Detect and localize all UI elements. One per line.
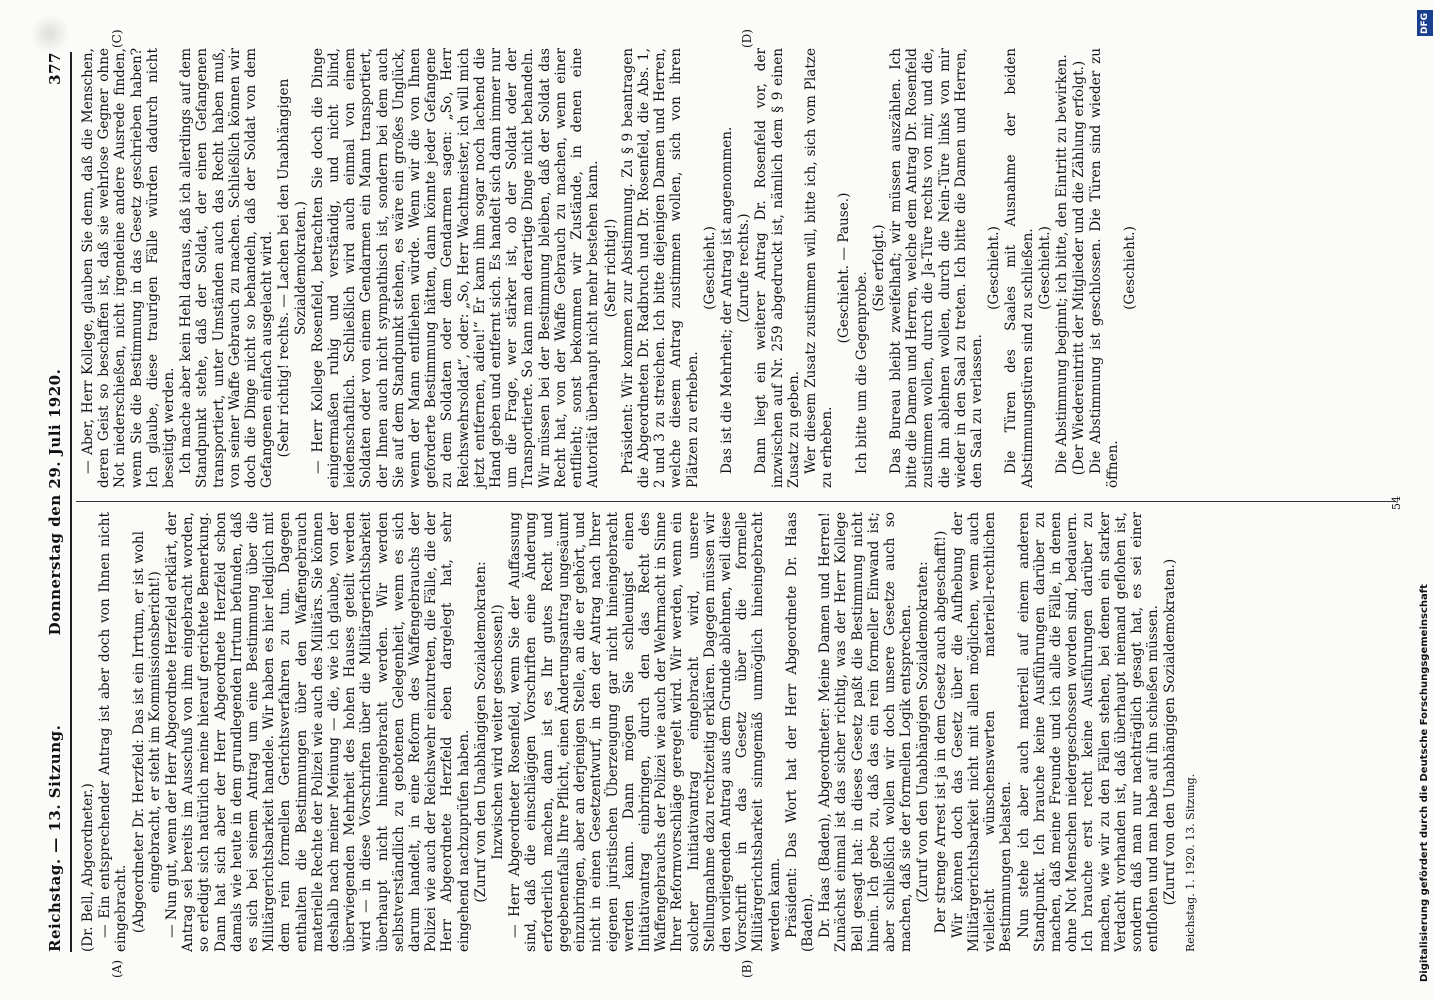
paragraph: Das ist die Mehrheit; der Antrag ist angenommen.: [718, 126, 735, 474]
interjection: (Zuruf von den Unabhängigen Sozialdemokraten:: [915, 561, 932, 903]
margin-marker-c: (C): [110, 29, 124, 48]
interjection: Inzwischen wird weiter geschossen!): [490, 604, 507, 860]
paragraph: Die Abstimmung beginnt; ich bitte, den Eintritt zu bewirken.: [1053, 54, 1070, 474]
interjection: (Geschieht.): [1121, 226, 1138, 310]
paragraph: Das Bureau bleibt zweifelhaft; wir müssen auszählen. Ich bitte die Damen und Herren, welche dem Antrag Dr. Rosenfeld zustimmen wollen, durch die Ja-Türe rechts von mir, und die, die ihn ablehnen wollen, durch die Nein-Türe links von mir wieder in den Saal zu treten. Ich bitte die Damen und Herren, den Saal zu verlassen.: [887, 48, 985, 488]
paragraph: Dann liegt ein weiterer Antrag Dr. Rosenfeld vor, der inzwischen auf Nr. 259 abgedruckt ist, nämlich dem § 9 einen Zusatz zu geben.: [753, 48, 802, 488]
interjection: (Sehr richtig!): [602, 218, 619, 318]
paragraph: Ich bitte um die Gegenprobe.: [853, 271, 870, 474]
interjection: (Zurufe rechts.): [736, 213, 753, 323]
right-column: [80, 48, 1139, 488]
paragraph: — Ein entsprechender Antrag ist aber doch von Ihnen nicht eingebracht.: [97, 512, 130, 952]
paragraph: Nun stehe ich aber auch materiell auf einem anderen Standpunkt. Ich brauche keine Ausführungen darüber zu machen, daß meine Freunde und ich alle die Fälle, in denen ohne Not Menschen niedergeschossen worden sind, bedauern. Ich brauche erst recht keine Ausführungen darüber zu machen, wie wir zu den Fällen stehen, bei denen ein starker Verdacht vorhanden ist, daß überhaupt niemand geflohen ist, sondern daß man nur nachträglich gesagt hat, es sei einer entflohen und man habe auf ihn schießen müssen.: [1015, 512, 1162, 952]
interjection: (Sie erfolgt.): [870, 224, 887, 312]
page-number: 377: [46, 52, 64, 85]
paragraph: — Herr Kollege Rosenfeld, betrachten Sie doch die Dinge einigermaßen ruhig und verständig, und nicht blind, leidenschaftlich. Schließlich wird auch einmal von einem Soldaten oder von einem Gendarmen ein Mann transportiert, der Ihnen auch nicht sympathisch ist, sondern bei dem auch Sie auf dem Standpunkt stehen, es wäre ein großes Unglück, wenn der Mann entfliehen würde. Wenn wir die von Ihnen geforderte Bestimmung hätten, dann könnte jeder Gefangene zu dem Soldaten oder dem Gendarmen sagen: „So, Herr Reichswehrsoldat“, oder: „So, Herr Wachtmeister, ich will mich jetzt entfernen, adieu!“ Er kann ihm sogar noch lachend die Hand geben und entfernt sich. Es handelt sich dann immer nur um die Frage, wer stärker ist, ob der Soldat oder der Transportierte. So kann man derartige Dinge nicht behandeln. Wir müssen bei der Bestimmung bleiben, daß der Soldat das Recht hat, von der Waffe Gebrauch zu machen, wenn einer entflieht; sonst bekommen wir Zustände, in denen eine Autorität überhaupt nicht mehr bestehen kann.: [309, 48, 602, 488]
interjection: (Geschieht.): [1036, 226, 1053, 310]
header-date: Donnerstag den 29. Juli 1920.: [46, 368, 64, 636]
speaker-paragraph: Dr. Haas (Baden), Abgeordneter: Meine Damen und Herren! Zunächst einmal ist das sicher richtig, was der Herr Kollege Bell gesagt hat: in dieses Gesetz paßt die Bestimmung nicht hinein. Ich gebe zu, daß das ein rein formeller Einwand ist; aber schließlich wollen wir doch unsere Gesetze auch so machen, daß sie der formellen Logik entsprechen.: [817, 512, 915, 952]
paragraph: (Dr. Bell, Abgeordneter.): [80, 783, 96, 952]
speaker-paragraph: Präsident: Wir kommen zur Abstimmung. Zu § 9 beantragen die Abgeordneten Dr. Radbruch und Dr. Rosenfeld, die Abs. 1, 2 und 3 zu streichen. Ich bitte diejenigen Damen und Herren, welche diesem Antrag zustimmen wollen, sich von ihren Plätzen zu erheben.: [619, 48, 701, 488]
digitization-sidebar: [1417, 10, 1433, 990]
page-footer-number: 54: [1390, 496, 1403, 510]
paragraph: — Nun gut, wenn der Herr Abgeordnete Herzfeld erklärt, der Antrag sei bereits im Ausschuß von ihm eingebracht worden, so erledigt sich natürlich meine hierauf gerichtete Bemerkung. Dann hat sich aber der Herr Abgeordnete Herzfeld schon damals wie heute in dem grundlegenden Irrtum befunden, daß es sich bei seinem Antrag um eine Bestimmung über die Militärgerichtsbarkeit handele. Wir haben es hier lediglich mit dem rein formellen Gerichtsverfahren zu tun. Dagegen enthalten die Bestimmungen über den Waffengebrauch materielle Rechte der Polizei wie auch des Militärs. Sie können deshalb nach meiner Meinung — die, wie ich glaube, von der überwiegenden Mehrheit des hohen Hauses geteilt werden wird — in diese Vorschriften über die Militärgerichtsbarkeit überhaupt nicht hineingebracht werden. Wir werden selbstverständlich zu gebotenen Gelegenheit, wenn es sich darum handelt, in eine Reform des Waffengebrauchs der Polizei wie auch der Reichswehr einzutreten, die Fälle, die der Herr Abgeordnete Herzfeld eben dargelegt hat, sehr eingehend nachzuprüfen haben.: [164, 512, 472, 952]
paragraph: — Aber, Herr Kollege, glauben Sie denn, daß die Menschen, deren Geist so beschaffen ist, daß sie wehrlose Gegner ohne Not niederschießen, nicht irgendeine andere Ausrede finden, wenn Sie die Bestimmung in das Gesetz geschrieben haben? Ich glaube, diese traurigen Fälle würden dadurch nicht beseitigt werden.: [80, 48, 178, 488]
digitization-credit: Digitalisierung gefördert durch die Deutsche Forschungsgemeinschaft: [1419, 584, 1430, 982]
interjection: (Geschieht.): [986, 226, 1003, 310]
interjection: (Geschieht.): [701, 226, 718, 310]
margin-marker-b: (B): [740, 959, 754, 978]
interjection: (Zuruf von den Unabhängigen Sozialdemokraten:: [472, 561, 489, 903]
interjection: (Geschieht. — Pause.): [836, 192, 853, 344]
paragraph: Wer diesem Zusatz zustimmen will, bitte ich, sich vom Platze zu erheben.: [802, 48, 836, 488]
interjection: (Der Wiedereintritt der Mitglieder und die Zählung erfolgt.): [1071, 60, 1088, 476]
header-rule: [70, 52, 72, 952]
paragraph: Die Abstimmung ist geschlossen. Die Türen sind wieder zu öffnen.: [1088, 48, 1121, 488]
dfg-logo: DFG: [1417, 10, 1433, 36]
paragraph: Wir können doch das Gesetz über die Aufhebung der Militärgerichtsbarkeit nicht mit allen möglichen, wenn auch vielleicht wünschenswerten materiell-rechtlichen Bestimmungen belasten.: [949, 512, 1015, 952]
margin-marker-a: (A): [110, 959, 124, 978]
paragraph: Ich mache aber kein Hehl daraus, daß ich allerdings auf dem Standpunkt stehe, daß der Soldat, der einen Gefangenen transportiert, unter Umständen auch das Recht haben muß, von seiner Waffe Gebrauch zu machen. Schließlich können wir doch die Dinge nicht so behandeln, daß der Soldat von dem Gefangenen einfach ausgelacht wird.: [178, 48, 276, 488]
page-header: [46, 52, 70, 952]
header-left: Reichstag. — 13. Sitzung.: [46, 724, 64, 952]
interjection: (Sehr richtig! rechts. — Lachen bei den Unabhängigen Sozialdemokraten.): [276, 78, 309, 458]
speaker-paragraph: Präsident: Das Wort hat der Herr Abgeordnete Dr. Haas (Baden).: [783, 512, 816, 952]
column-footer: Reichstag. 1. 1920. 13. Sitzung.: [1183, 773, 1197, 952]
paragraph: — Herr Abgeordneter Rosenfeld, wenn Sie der Auffassung sind, daß die einschlägigen Vorschriften eine Änderung erforderlich machen, dann ist es Ihr gutes Recht und gegebenenfalls Ihre Pflicht, einen Änderungsantrag ungesäumt einzubringen, aber an derjenigen Stelle, an die er gehört, und nicht in einen Gesetzentwurf, in den der Antrag nach Ihrer eigenen juristischen Überzeugung gar nicht hineingebracht werden kann. Dann mögen Sie schleunigst einen Initiativantrag einbringen, durch den das Recht des Waffengebrauchs der Polizei wie auch der Wehrmacht in Sinne Ihrer Reformvorschläge geregelt wird. Wir werden, wenn ein solcher Initiativantrag eingebracht wird, unsere Stellungnahme dazu rechtzeitig erklären. Dagegen müssen wir den vorliegenden Antrag aus dem Grunde ablehnen, weil diese Vorschrift in das Gesetz über die formelle Militärgerichtsbarkeit sinngemäß unmöglich hineingebracht werden kann.: [507, 512, 783, 952]
column-divider: [76, 501, 1396, 502]
paragraph: Die Türen des Saales mit Ausnahme der beiden Abstimmungstüren sind zu schließen.: [1003, 48, 1036, 488]
interjection: (Abgeordneter Dr. Herzfeld: Das ist ein Irrtum, er ist wohl eingebracht, er steht im Kommissionsbericht!): [130, 530, 163, 934]
interjection: (Zuruf von den Unabhängigen Sozialdemokraten.): [1162, 558, 1179, 906]
left-column: [80, 512, 1200, 952]
document-page: [40, 30, 1410, 980]
interjection: Der strenge Arrest ist ja in dem Gesetz auch abgeschafft!): [932, 530, 949, 934]
margin-marker-d: (D): [740, 29, 754, 48]
